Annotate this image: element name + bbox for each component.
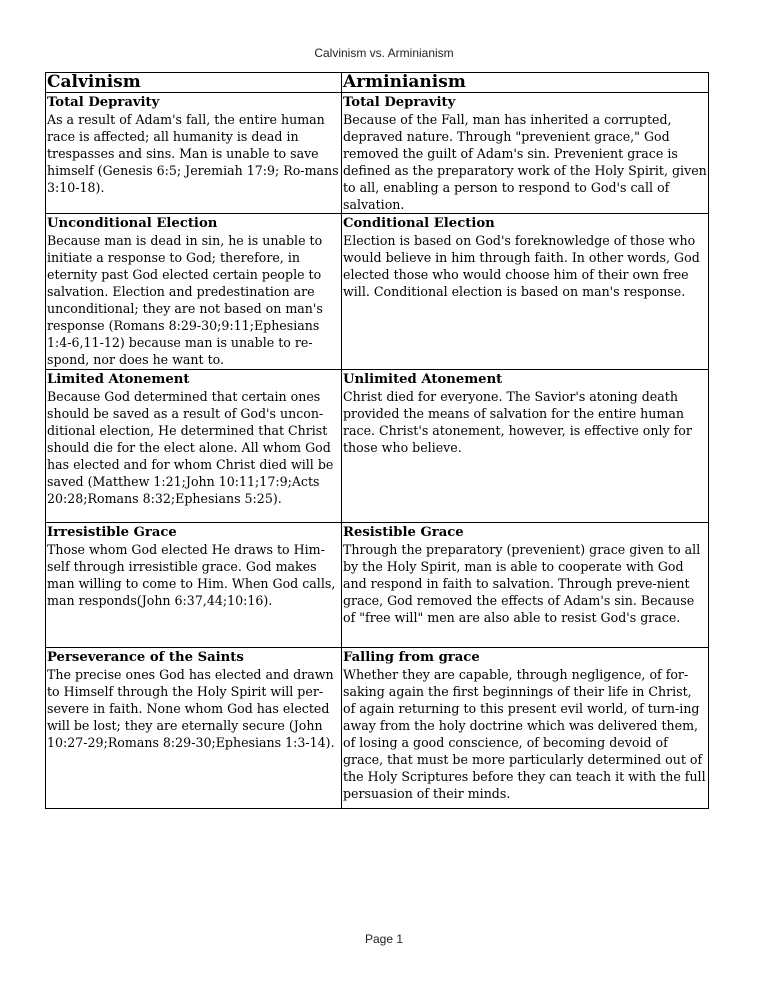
table-header-row xyxy=(46,73,709,93)
calvinism-cell xyxy=(46,648,342,809)
doctrine-description: Election is based on God's foreknowledge of those who would believe in him through faith. In other words, God elected those who would choose him of their own free will. Conditional election is based on man's response. xyxy=(343,233,700,299)
calvinism-cell xyxy=(46,523,342,648)
column-header-arminianism: Arminianism xyxy=(342,73,709,93)
table-row xyxy=(46,370,709,523)
doctrine-term: Limited Atonement xyxy=(47,372,190,387)
arminianism-cell xyxy=(342,523,709,648)
doctrine-description: Because God determined that certain ones should be saved as a result of God's uncon-ditional election, He determined that Christ should die for the elect alone. All whom God has elected and for whom Christ died will be saved (Matthew 1:21;John 10:11;17:9;Acts 20:28;Romans 8:32;Ephesians 5:25). xyxy=(47,389,334,506)
doctrine-term: Total Depravity xyxy=(47,95,160,110)
table-row xyxy=(46,214,709,370)
doctrine-description: Those whom God elected He draws to Him-self through irresistible grace. God makes man willing to come to Him. When God calls, man responds(John 6:37,44;10:16). xyxy=(47,542,336,608)
doctrine-description: Whether they are capable, through negligence, of for-saking again the first beginnings of their life in Christ, of again returning to this present evil world, of turn-ing away from the holy doctrine which was delivered them, of losing a good conscience, of becoming devoid of grace, that must be more particularly determined out of the Holy Scriptures before they can teach it with the full persuasion of their minds. xyxy=(343,667,706,801)
doctrine-description: Because man is dead in sin, he is unable to initiate a response to God; therefore, in eternity past God elected certain people to salvation. Election and predestination are unconditional; they are not based on man's response (Romans 8:29-30;9:11;Ephesians 1:4-6,11-12) because man is unable to re-spond, nor does he want to. xyxy=(47,233,323,367)
arminianism-cell xyxy=(342,214,709,370)
table-row xyxy=(46,93,709,214)
table-row xyxy=(46,648,709,809)
calvinism-cell xyxy=(46,214,342,370)
doctrine-term: Conditional Election xyxy=(343,216,495,231)
doctrine-description: Through the preparatory (prevenient) grace given to all by the Holy Spirit, man is able to cooperate with God and respond in faith to salvation. Through preve-nient grace, God removed the effects of Adam's sin. Because of "free will" men are also able to resist God's grace. xyxy=(343,542,701,625)
page-title: Calvinism vs. Arminianism xyxy=(314,46,454,60)
column-header-calvinism: Calvinism xyxy=(46,73,342,93)
doctrine-term: Irresistible Grace xyxy=(47,525,177,540)
doctrine-description: Because of the Fall, man has inherited a corrupted, depraved nature. Through "prevenient grace," God removed the guilt of Adam's sin. Prevenient grace is defined as the preparatory work of the Holy Spirit, given to all, enabling a person to respond to God's call of salvation. xyxy=(343,112,707,212)
doctrine-term: Unlimited Atonement xyxy=(343,372,503,387)
page-number: Page 1 xyxy=(364,932,404,946)
doctrine-description: As a result of Adam's fall, the entire human race is affected; all humanity is dead in trespasses and sins. Man is unable to save himself (Genesis 6:5; Jeremiah 17:9; Ro-mans 3:10-18). xyxy=(47,112,339,195)
calvinism-cell xyxy=(46,93,342,214)
arminianism-cell xyxy=(342,370,709,523)
doctrine-term: Falling from grace xyxy=(343,650,480,665)
doctrine-term: Total Depravity xyxy=(343,95,456,110)
arminianism-cell xyxy=(342,648,709,809)
doctrine-description: Christ died for everyone. The Savior's atoning death provided the means of salvation for the entire human race. Christ's atonement, however, is effective only for those who believe. xyxy=(343,389,692,455)
arminianism-cell xyxy=(342,93,709,214)
doctrine-description: The precise ones God has elected and drawn to Himself through the Holy Spirit will per-severe in faith. None whom God has elected will be lost; they are eternally secure (John 10:27-29;Romans 8:29-30;Ephesians 1:3-14). xyxy=(47,667,335,750)
calvinism-cell xyxy=(46,370,342,523)
doctrine-term: Resistible Grace xyxy=(343,525,464,540)
table-row xyxy=(46,523,709,648)
doctrine-term: Perseverance of the Saints xyxy=(47,650,244,665)
doctrine-term: Unconditional Election xyxy=(47,216,218,231)
comparison-table xyxy=(45,72,709,809)
